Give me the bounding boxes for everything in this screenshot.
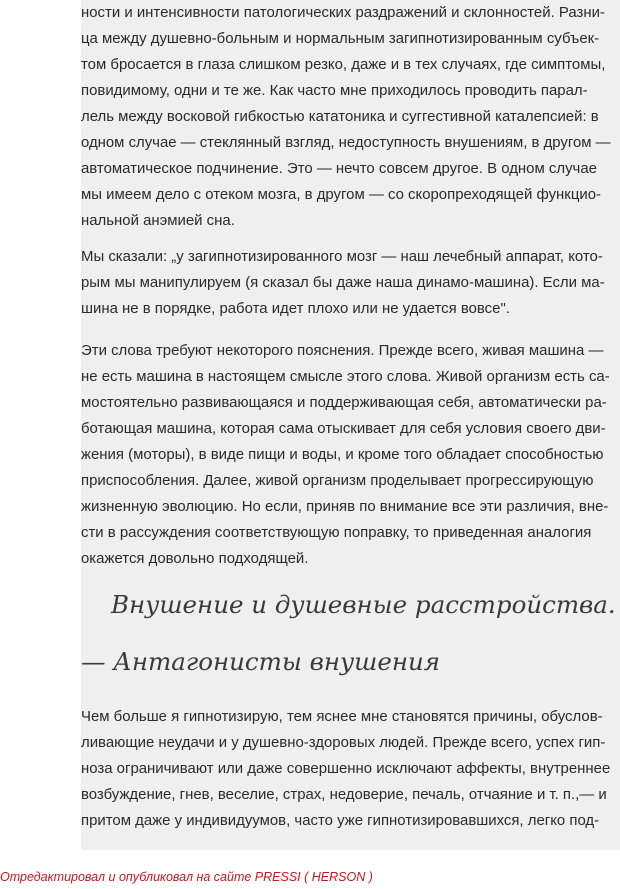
text-line: жизненную эволюцию. Но если, приняв по внимание все эти различия, вне- <box>81 498 609 515</box>
text-line: мы имеем дело с отеком мозга, в другом — со скоропреходящей функцио- <box>81 186 602 203</box>
text-line: жения (моторы), в виде пищи и воды, и кроме того обладает способностью <box>81 446 604 463</box>
text-line: ноза ограничивают или даже совершенно исключают аффекты, внутреннее <box>81 760 611 777</box>
text-line: мостоятельно развивающаяся и поддерживающая себя, автоматически ра- <box>81 394 607 411</box>
text-line: шина не в порядке, работа идет плохо или не удается вовсе". <box>81 300 510 317</box>
text-line: сти в рассуждения соответствующую поправку, то приведенная аналогия <box>81 524 592 541</box>
text-line: возбуждение, гнев, веселие, страх, недоверие, печаль, отчаяние и т. п.,— и <box>81 786 607 803</box>
text-line: не есть машина в настоящем смысле этого слова. Живой организм есть са- <box>81 368 610 385</box>
document-page <box>81 0 620 850</box>
text-line: лель между восковой гибкостью кататоника и суггестивной каталепсией: в <box>81 108 599 125</box>
paragraph-1 <box>81 0 620 234</box>
text-line: ности и интенсивности патологических раздражений и склонностей. Разни- <box>81 4 605 21</box>
text-line: Эти слова требуют некоторого пояснения. Прежде всего, живая машина — <box>81 342 604 359</box>
text-line: ботающая машина, которая сама отыскивает для себя условия своего дви- <box>81 420 606 437</box>
text-line: автоматическое подчинение. Это — нечто совсем другое. В одном случае <box>81 160 597 177</box>
paragraph-4 <box>81 704 620 834</box>
text-line: ца между душевно-больным и нормальным загипнотизированным субъек- <box>81 30 600 47</box>
text-line: Мы сказали: „у загипнотизированного мозг — наш лечебный аппарат, кото- <box>81 248 603 265</box>
section-heading-line-1: Внушение и душевные расстройства. <box>111 590 616 619</box>
text-line: нальной анэмией сна. <box>81 212 235 229</box>
paragraph-2 <box>81 244 620 322</box>
text-line: окажется довольно подходящей. <box>81 550 309 567</box>
text-line: том бросается в глаза слишком резко, даже и в тех случаях, где симптомы, <box>81 56 606 73</box>
text-line: одном случае — стеклянный взгляд, недоступность внушениям, в другом — <box>81 134 611 151</box>
text-line: повидимому, одни и те же. Как часто мне приходилось проводить парал- <box>81 82 588 99</box>
publisher-footer-note: Отредактировал и опубликовал на сайте PRESSI ( HERSON ) <box>0 870 373 884</box>
text-line: ливающие неудачи и у душевно-здоровых людей. Прежде всего, успех гип- <box>81 734 606 751</box>
paragraph-3 <box>81 338 620 572</box>
text-line: Чем больше я гипнотизирую, тем яснее мне становятся причины, обуслов- <box>81 708 603 725</box>
section-heading-line-2: — Антагонисты внушения <box>81 647 441 676</box>
text-line: рым мы манипулируем (я сказал бы даже наша динамо-машина). Если ма- <box>81 274 605 291</box>
text-line: приспособления. Далее, живой организм проделывает прогрессирующую <box>81 472 594 489</box>
text-line: притом даже у индивидуумов, часто уже гипнотизировавшихся, легко под- <box>81 812 600 829</box>
